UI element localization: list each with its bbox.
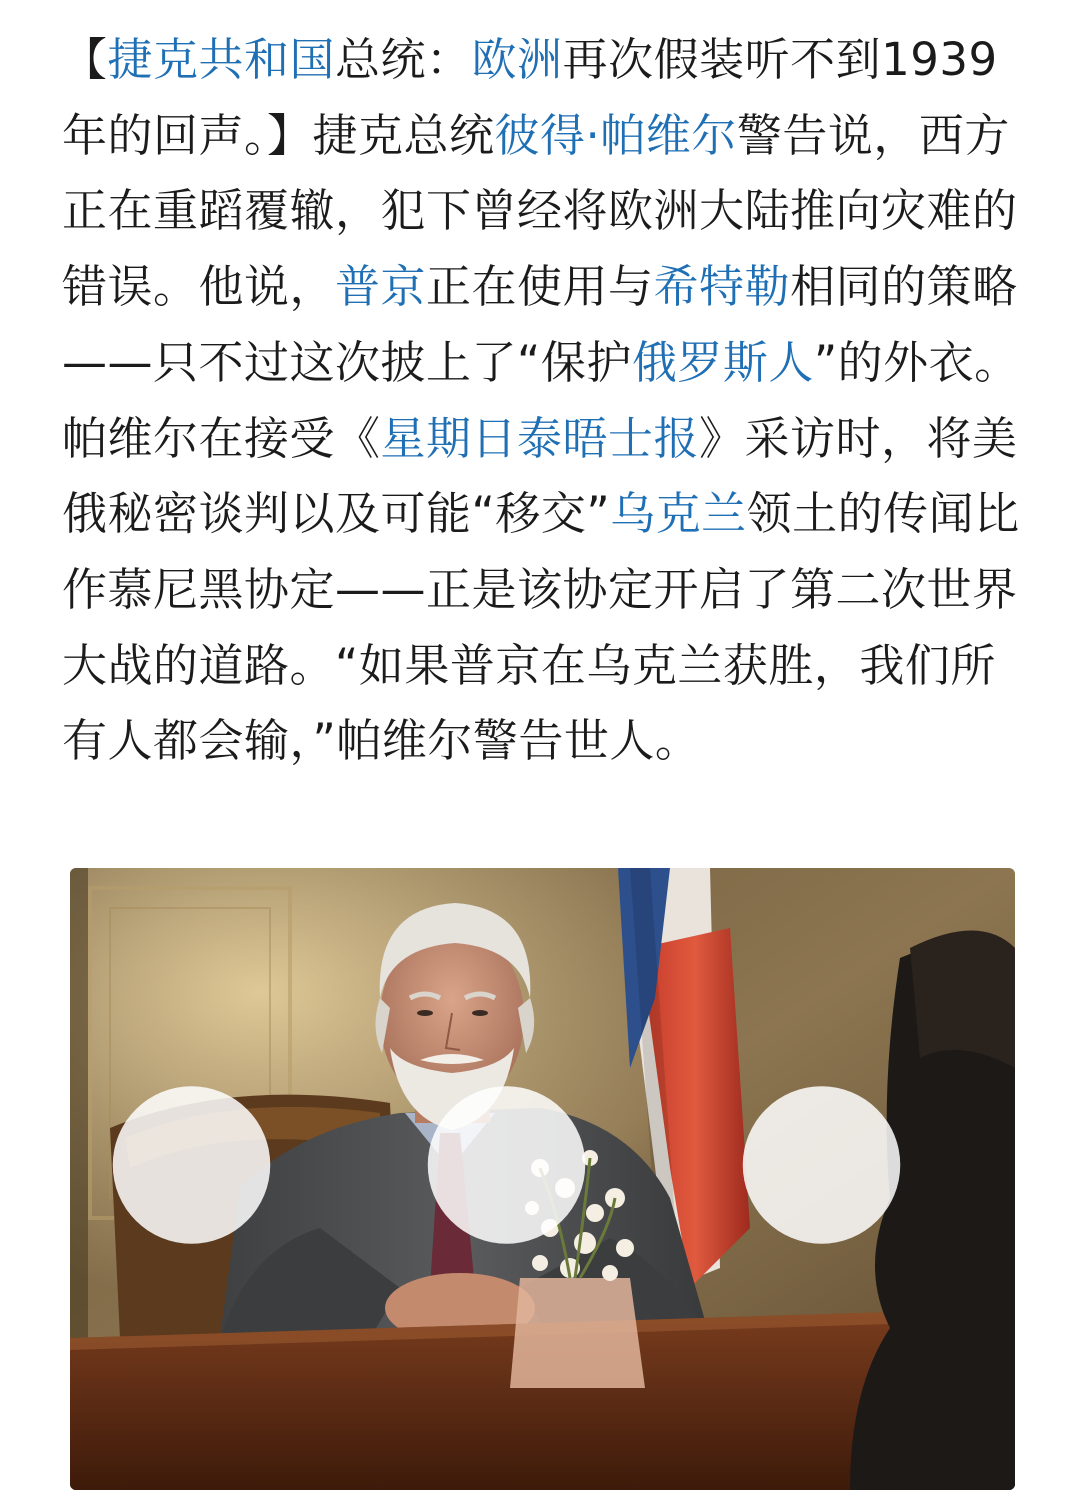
text-segment: ”的外衣。帕维尔在接受《 [62, 335, 1020, 465]
text-segment: 正在使用与 [426, 260, 654, 314]
text-segment: 》采访时，将美俄秘密谈判以及可能“移交” [62, 411, 1018, 541]
text-segment: 相同的策略——只不过这次披上了“保护 [62, 260, 1018, 389]
link-putin[interactable]: 普京 [335, 260, 427, 314]
link-europe[interactable]: 欧洲 [471, 33, 563, 86]
link-sunday-times[interactable]: 星期日泰晤士报 [380, 411, 700, 465]
link-czech-republic[interactable]: 捷克共和国 [107, 33, 336, 86]
text-segment: 总统： [335, 33, 472, 86]
bracket-open: 【 [62, 33, 108, 86]
interview-photo[interactable] [70, 868, 1015, 1490]
link-ukraine[interactable]: 乌克兰 [610, 487, 747, 541]
link-hitler[interactable]: 希特勒 [653, 260, 791, 314]
text-segment: 再次假装听不到1939年的回声。】捷克总统 [62, 33, 998, 162]
text-segment: 警告说，西方正在重蹈覆辙，犯下曾经将欧洲大陆推向灾难的错误。他说， [62, 108, 1018, 314]
link-russians[interactable]: 俄罗斯人 [631, 335, 814, 389]
text-segment: 领土的传闻比作慕尼黑协定——正是该协定开启了第二次世界大战的道路。“如果普京在乌克兰获胜，我们所有人都会输，”帕维尔警告世人。 [62, 487, 1020, 768]
link-petr-pavel[interactable]: 彼得·帕维尔 [494, 108, 737, 162]
article-body [62, 22, 1022, 779]
more-dots-icon [70, 868, 979, 1476]
